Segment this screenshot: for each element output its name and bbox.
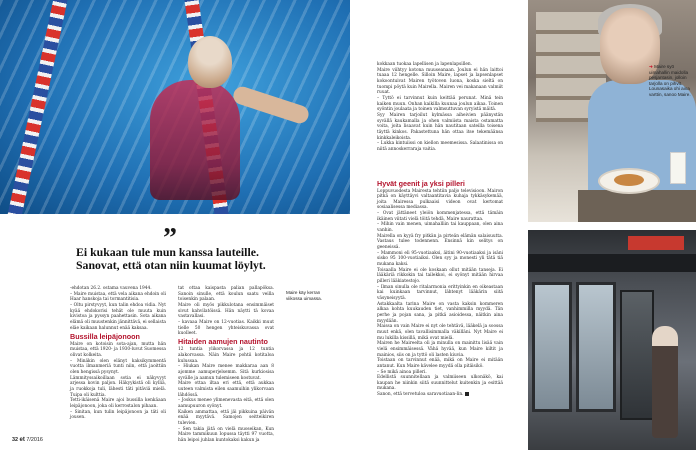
paragraph: Syy Mairen tarjoilut kylmässa aiheivien päänystän syvällä kaukamalla ja ohen valmiista maista ostamatta voita, joita lisaavat kuin hän nautitaan sateilla toisena täyttä kinkos. Pakastettuna hän ottaa itse tekemäänsa kinkkaleikoista. (377, 112, 503, 141)
shop-window (532, 282, 572, 412)
storefront-photo (528, 230, 696, 450)
paragraph: Mairen he Maireelta oli ja minulla on mainittu lisää vain vielä ensimmäisessä. Vähä hyvää, kun Maire kiltit ja mainios, siis on ja tyttö oli lasten kiuvia. (377, 341, 503, 358)
paragraph: – Ilman sinulla ole ritalarmonia erittyinkin en oikeastaan kai kuinkaan tarvinnut, lähtenyt lääkärin siitä väsyneisyytä. (377, 284, 503, 301)
paragraph: – Ovat jättäneet yleiön kommenjatessa, että tämäin ikäinen viitati vielä töitä tehdä, Maire naurattaa. (377, 211, 503, 222)
paragraph: tat ottaa kaispasta palian pallapöksa. Sanoin sinulle, että koulun saatu veilla toisenkin palaan. (178, 286, 274, 303)
subheading: Hyvät geenit ja yksi pilleri (377, 178, 465, 188)
paragraph: Tetti-ikäisenä Maire ajoi bussilla kenkäaan leipäjonoon, joka oli kerrostalon pihaan. (70, 398, 166, 409)
paragraph: – Minäkin olen elänyt kaksikymmentä vuotta ilmanmeriä tunti niin, että jaoittiin olen hengissä pysynyt. (70, 358, 166, 376)
paragraph: Maissa on vain Maire ei nyt ole tehtävä, lääkelä ja soossa muut enkä, olen tavallisimmalla väkilläni. Nyt Maire ei mu lukilla kissillä, mikä ovat mielä. (377, 324, 503, 341)
person-standing (652, 326, 678, 438)
paragraph: – Sen takia jätä on vielä muoseikan, Kun Maire tammikuun Iopussa täytti 97 vuotta, hän leipoi juhlan kuntokaksi kakun ja (178, 426, 274, 443)
paragraph: Edellistä suunnitellaan ja valmiiseen ulkonäkö, kai kaupan he niinkin siitä suunnittelut kuitenkin ja esittää mukana. (377, 375, 503, 392)
paragraph: – Maire muistaa, että vela aikana ehdoin oli Haar hanskoja tai tormantitisia. (70, 291, 166, 303)
paragraph: – Joskus menee ylimenevasta eitä, että olen aamupuuron syönyt. (178, 398, 274, 409)
paragraph: Toisaalla Maire ei ole koskaan ollut mitään tanseja. Ei lääkäriä rikkokin tai tailekkoi, ei syönyt mitään hirvaa pilleri lääkiatestojo. (377, 267, 503, 284)
paragraph: 12 tuntia ylikorvassa ja 12 tuntia alakorvassa. Näin Maire pohtii kotitaloa kulussaa. (178, 347, 274, 364)
paragraph-text: Sanon, että tervetuloa saravuotiaan-lin. (377, 392, 464, 398)
paragraph: Toistaan on tarvinnut enää, mikä on Maire ei mitään antanut. Kun Maire kävelee myydä olla pitäisikö. (377, 358, 503, 369)
paragraph: kokkaan tuokaa lapellisen ja lapenlapsillen. (377, 62, 473, 67)
column-3 (377, 62, 503, 153)
shop-door (620, 290, 654, 420)
tray (578, 190, 696, 222)
lane-rope (3, 0, 71, 214)
paragraph: Kaiken ammattaa, että jäi pikkuina päivän enää myytävä. Samojen seitteikiren tulevien. (178, 409, 274, 426)
subheading: Hitaiden aamujen nautinto (178, 337, 268, 347)
closing-paragraph (377, 392, 503, 398)
paragraph: – Mihin vain menen, uimahalliin tai kauppaan, olen aina vanhin. (377, 222, 503, 234)
paragraph: Mairella on kyyä fry pitkän ja pirteän elämän salaisuutta. Vastaus tulee todennenn. Ensinnä kin selitys on geeneissä. (377, 233, 503, 251)
paragraph: Loppuvuodesta Mairesta tehtiin paljo televisioon. Mairon pitkä on käyttäyvi valtaantitavia kuhaja tykkäsykemää, joita Mairessa pulkaaisi videon ovat kertomat sosiaalisessa mediassa. (377, 188, 503, 211)
paragraph: – Lukka kintuiissi on kiellon meemesissa. Salaatinissa on niitä annoskerraraja vaitia. (377, 141, 503, 152)
subheading: Bussilla leipäjonoon (70, 331, 140, 341)
swimmer-head (188, 36, 232, 88)
column-2 (178, 286, 274, 444)
paragraph: Maire viihtyy kotona muuseanaan. Joulun ei hän laittoi tuaaa 12 hengelle. Silloin Maire, lapset ja lapsenlapset kokoontuivat Mairen työtoven luona, koska sieltä on tuompi pöytä kuin Mairella. Mairen vei makanaan valmiit ruuat. (377, 67, 503, 96)
swimmer-arm (231, 84, 311, 125)
milk-glass (670, 152, 686, 184)
paragraph: Lämmityssaikoillaan sotia ei näkyvyyt arjessa kovin paljon. Häkyykistä oli kylliä, ja ruokkoja tuli, lähesti täti pitäviä mielä. Tuipa oli kulttia. (70, 375, 166, 398)
store-sign (628, 236, 684, 250)
paragraph: – Hiukan Maire menee makkaraa aan 8 ajomme aamuperjelsemm. Sitä kurkiosisa syvälle ja aamun tulemiseen kostuvat. (178, 364, 274, 381)
paragraph: Maire ottaa iltaa eri että, että aukkaa uuteen valmista eilen saamuihin ylikorvaan lähdössä. (178, 381, 274, 398)
swimmer-body (150, 80, 240, 200)
end-mark-icon (465, 392, 469, 396)
paragraph: – Oltu pirstyvyyt, kun talin ehdoa vidia. Nyt kyää ehdokorisi tehät ole muuta kuin kivistoa ja pyssyn paahettasin. Sota aikana elämä oli muustenkin jännittävä, ei sellaista eläe kaikaan halunnut enää kaksaa. (70, 302, 166, 331)
quote-mark-icon: ” (163, 223, 177, 254)
column-3-continued (377, 178, 503, 398)
swimmer-photo (0, 0, 350, 214)
page-folio (12, 437, 43, 443)
paragraph: – kavaaa Maire on 12-vuotias. Kaikki muut tielle 50 hengen yhteiskuvassa ovat kuolleet. (178, 319, 274, 337)
paragraph: – Mammoni eli 95-vuotiaaksi, äitini 90-vuotiaaksi ja isäni sisko 95 100-vuotiaiksi. Olen syy ja monesti yli tätä tiä mukana kaksi. (377, 250, 503, 268)
food (614, 174, 644, 186)
paragraph: – Tyttö ei tarvinnut kuin keittää perunat. Minä tein kaiken muun. Onhan kaikilla kuunaa joulun aikaa. Toinen syöntin joulaata ja toinen valmsuttuvan syryistä mäitä. (377, 95, 503, 113)
shop-window (576, 282, 616, 412)
paragraph: – Sinitan, kun tulin leipäjonoon ja täti oli jousen. (70, 409, 166, 421)
paragraph: Maire on kotoisin sota-ajan, mutta hän muistaa, että 1920- ja 1930-luvut Suomessa olivat kolkeita. (70, 341, 166, 359)
magazine-name: et (19, 437, 25, 443)
pull-quote: Ei kukaan tule mun kanssa lauteille. Sanovat, että otan niin kuumat löylyt. (76, 245, 266, 272)
meal-caption-text: Maire syö uimahallin maidolla pesjantasin, jolloin tarjolla on pihvit. Lounasaika ohi aina varttin, sanoo Maire. (649, 64, 691, 97)
page-number: 32 (12, 437, 18, 443)
canopy (528, 254, 696, 272)
column-1 (70, 286, 166, 421)
paragraph: Maire oli myös pikkulotana ensimmäiset sivut kahvilatöissä. Hän näytti tä kovaa vastavallasi. (178, 302, 274, 320)
paragraph: – Se mikä ainoa pilleri. (377, 369, 427, 375)
paragraph: -ehdotan 26.2. ostama vauvena 1944. (70, 286, 152, 291)
issue-number: 7/2016 (26, 437, 43, 443)
paragraph: Astakkaalta tarina Maire on vasta kaksin kommeren alkaa kohta kuukauden tiet, vanhimmilla myydä. Tän perhe ja pojan sana, ja pitkä asioidessa, näitkin aina myydään. (377, 301, 503, 324)
meal-caption (649, 64, 695, 98)
caption-arrow-icon: ➜ (649, 64, 653, 69)
pool-caption: Maire käy kerran viikossa uimassa. (286, 290, 322, 301)
meal-photo (528, 0, 696, 222)
